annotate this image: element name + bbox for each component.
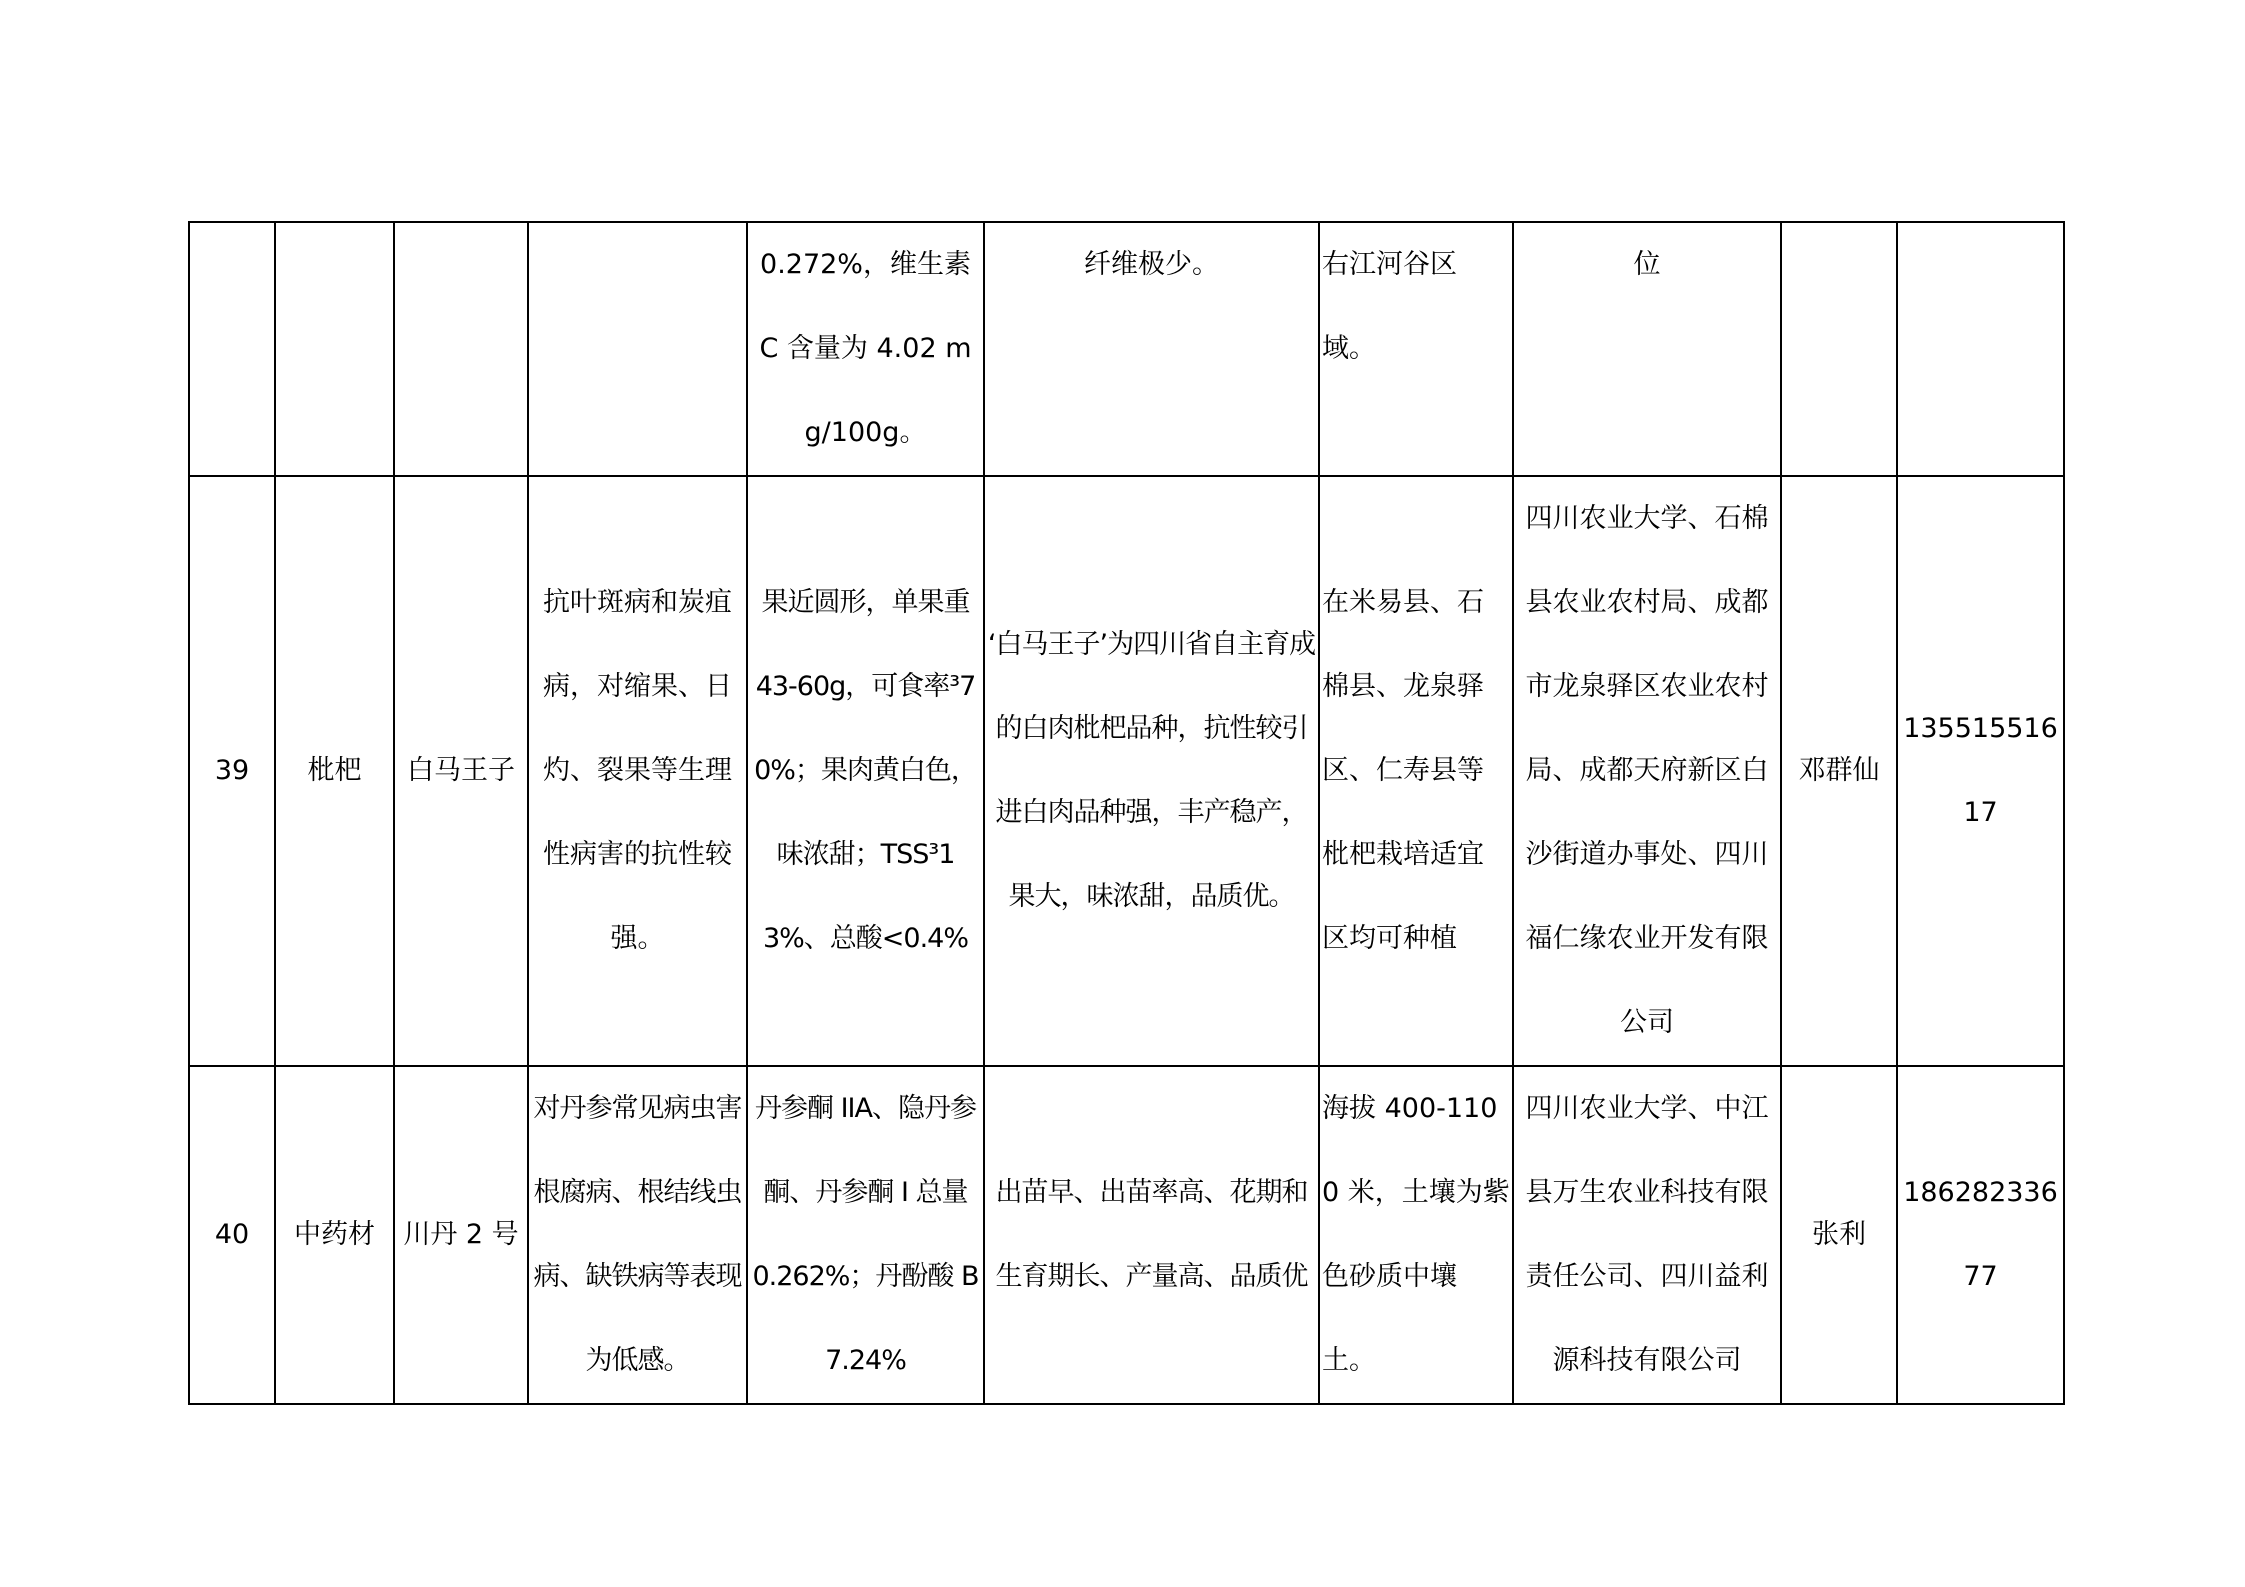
cell-resistance (528, 222, 747, 476)
cell-phone: 18628233677 (1897, 1066, 2064, 1404)
cell-unit: 位 (1513, 222, 1781, 476)
table-row (189, 222, 2064, 476)
cell-resistance: 抗叶斑病和炭疽病，对缩果、日灼、裂果等生理性病害的抗性较强。 (528, 476, 747, 1066)
cell-contact: 张利 (1781, 1066, 1897, 1404)
cell-category: 中药材 (275, 1066, 394, 1404)
cell-phone: 13551551617 (1897, 476, 2064, 1066)
cell-variety: 川丹 2 号 (394, 1066, 528, 1404)
cell-no: 40 (189, 1066, 275, 1404)
cell-quality: 果近圆形，单果重 43-60g，可食率³70%；果肉黄白色，味浓甜；TSS³13%、总酸<0.4% (747, 476, 984, 1066)
cell-features: ‘白马王子’为四川省自主育成的白肉枇杷品种，抗性较引进白肉品种强，丰产稳产，果大，味浓甜，品质优。 (984, 476, 1319, 1066)
cell-resistance: 对丹参常见病虫害根腐病、根结线虫病、缺铁病等表现为低感。 (528, 1066, 747, 1404)
cell-unit: 四川农业大学、中江县万生农业科技有限责任公司、四川益利源科技有限公司 (1513, 1066, 1781, 1404)
cell-unit: 四川农业大学、石棉县农业农村局、成都市龙泉驿区农业农村局、成都天府新区白沙街道办事处、四川福仁缘农业开发有限公司 (1513, 476, 1781, 1066)
cell-features: 出苗早、出苗率高、花期和生育期长、产量高、品质优 (984, 1066, 1319, 1404)
cell-category: 枇杷 (275, 476, 394, 1066)
table-row (189, 1066, 2064, 1404)
cell-region: 在米易县、石棉县、龙泉驿区、仁寿县等枇杷栽培适宜区均可种植 (1319, 476, 1513, 1066)
cell-phone (1897, 222, 2064, 476)
table-row (189, 476, 2064, 1066)
cell-contact: 邓群仙 (1781, 476, 1897, 1066)
cell-contact (1781, 222, 1897, 476)
cell-variety (394, 222, 528, 476)
cell-variety: 白马王子 (394, 476, 528, 1066)
cell-category (275, 222, 394, 476)
cell-region: 海拔 400-1100 米，土壤为紫色砂质中壤土。 (1319, 1066, 1513, 1404)
cell-no (189, 222, 275, 476)
cell-features: 纤维极少。 (984, 222, 1319, 476)
variety-table (188, 221, 2065, 1405)
cell-no: 39 (189, 476, 275, 1066)
cell-quality: 丹参酮 IIA、隐丹参酮、丹参酮 I 总量 0.262%；丹酚酸 B7.24% (747, 1066, 984, 1404)
cell-region: 右江河谷区域。 (1319, 222, 1513, 476)
cell-quality: 0.272%，维生素 C 含量为 4.02 mg/100g。 (747, 222, 984, 476)
